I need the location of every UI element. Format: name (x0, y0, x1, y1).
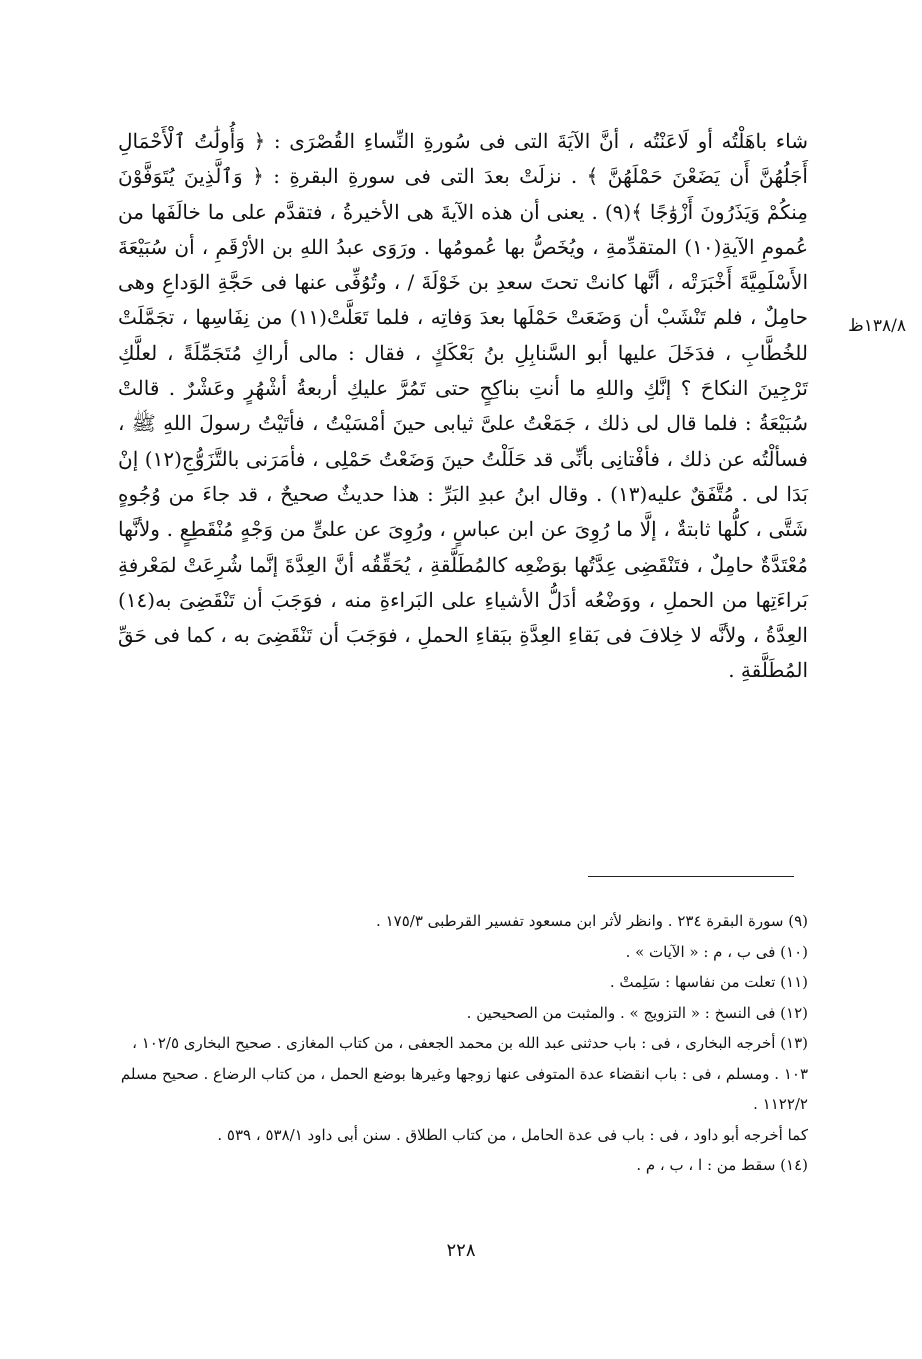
footnote-14: (١٤) سقط من : ا ، ب ، م . (636, 1156, 808, 1174)
footnotes (118, 906, 808, 1181)
footnote-12: (١٢) فى النسخ : « التزويج » . والمثبت من الصحيحين . (466, 1003, 808, 1022)
main-paragraph: شاء باهَلْتُه أو لَاعَنْتُه ، أنَّ الآيَةَ التى فى سُورةِ النِّساءِ القُصْرَى : ﴿ وَأُولَٰتُ ٱلْأَحْمَالِ أَجَلُهُنَّ أَن يَضَعْنَ حَمْلَهُنَّ ﴾ . نزلَتْ بعدَ التى فى سورةِ البقرةِ : ﴿ وَٱلَّذِينَ يُتَوَفَّوْنَ مِنكُمْ وَيَذَرُونَ أَزْوَٰجًا ﴾(٩) . يعنى أن هذه الآيةَ هى الأخيرةُ ، فتقدَّم على ما خالَفَها من عُمومِ الآيةِ(١٠) المتقدِّمةِ ، ويُخَصُّ بها عُمومُها . ورَوَى عبدُ اللهِ بن الأرْقَمِ ، أن سُبَيْعَةَ الأَسْلَمِيَّةَ أَخْبَرَتْه ، أنَّها كانتْ تحتَ سعدِ بن خَوْلَةَ / ، وتُوُفِّى عنها فى حَجَّةِ الوَداعِ وهى حامِلٌ ، فلم تَنْشَبْ أن وَضَعَتْ حَمْلَها بعدَ وَفاتِه ، فلما تَعَلَّتْ(١١) من نِفَاسِها ، تجَمَّلَتْ للخُطَّابِ ، فدَخَلَ عليها أبو السَّنابِلِ بنُ بَعْكَكٍ ، فقال : مالى أراكِ مُتَجَمِّلَةً ، لعلَّكِ تَرْجِينَ النكاحَ ؟ إنَّكِ واللهِ ما أنتِ بناكِحٍ حتى تَمُرَّ عليكِ أربعةُ أشْهُرٍ وعَشْرٌ . قالتْ سُبَيْعَةُ : فلما قال لى ذلك ، جَمَعْتُ علىَّ ثيابى حينَ أمْسَيْتُ ، فأتَيْتُ رسولَ اللهِ ﷺ ، فسألْتُه عن ذلك ، فأفْتانِى بأنِّى قد حَلَلْتُ حينَ وَضَعْتُ حَمْلِى ، فأمَرَنى بالتَّزَوُّجِ(١٢) إنْ بَدَا لى . مُتَّفَقٌ عليه(١٣) . وقال ابنُ عبدِ البَرِّ : هذا حديثٌ صحيحٌ ، قد جاءَ من وُجُوهٍ شَتَّى ، كلُّها ثابتةٌ ، إلَّا ما رُوِىَ عن ابن عباسٍ ، ورُوِىَ عن علىٍّ من وَجْهٍ مُنْقَطِعٍ . ولأنَّها مُعْتَدَّةٌ حامِلٌ ، فتَنْقَضِى عِدَّتُها بوَضْعِه كالمُطَلَّقةِ ، يُحَقِّقُه أنَّ العِدَّةَ إنَّما شُرِعَتْ لمَعْرفةِ بَراءَتِها من الحملِ ، ووَضْعُه أدَلُّ الأشياءِ على البَراءةِ منه ، فوَجَبَ أن تَنْقَضِىَ به(١٤) العِدَّةُ ، ولأنَّه لا خِلافَ فى بَقاءِ العِدَّةِ ببَقاءِ الحملِ ، فوَجَبَ أن تَنْقَضِىَ به ، كما فى حَقِّ المُطَلَّقةِ . (118, 129, 809, 683)
footnote-10: (١٠) فى ب ، م : « الآيات » . (625, 942, 808, 961)
footnote-13-continuation: كما أخرجه أبو داود ، فى : باب فى عدة الحامل ، من كتاب الطلاق . سنن أبى داود ٥٣٨/١ ، ٥٣٩ . (217, 1125, 808, 1144)
page-number: ٢٢٨ (446, 1240, 476, 1261)
footnote-9: (٩) سورة البقرة ٢٣٤ . وانظر لأثر ابن مسعود تفسير القرطبى ١٧٥/٣ . (376, 912, 808, 930)
footnote-separator (588, 876, 794, 877)
footnote-11: (١١) تعلت من نفاسها : سَلِمتْ . (609, 973, 808, 991)
main-text (118, 124, 808, 689)
folio-margin-note: ١٣٨/٨ظ (848, 316, 906, 336)
footnote-13: (١٣) أخرجه البخارى ، فى : باب حدثنى عبد الله بن محمد الجعفى ، من كتاب المغازى . صحيح البخارى ١٠٢/٥ ، ١٠٣ . ومسلم ، فى : باب انقضاء عدة المتوفى عنها زوجها وغيرها بوضع الحمل ، من كتاب الرضاع . صحيح مسلم ١١٢٢/٢ . (120, 1034, 808, 1113)
